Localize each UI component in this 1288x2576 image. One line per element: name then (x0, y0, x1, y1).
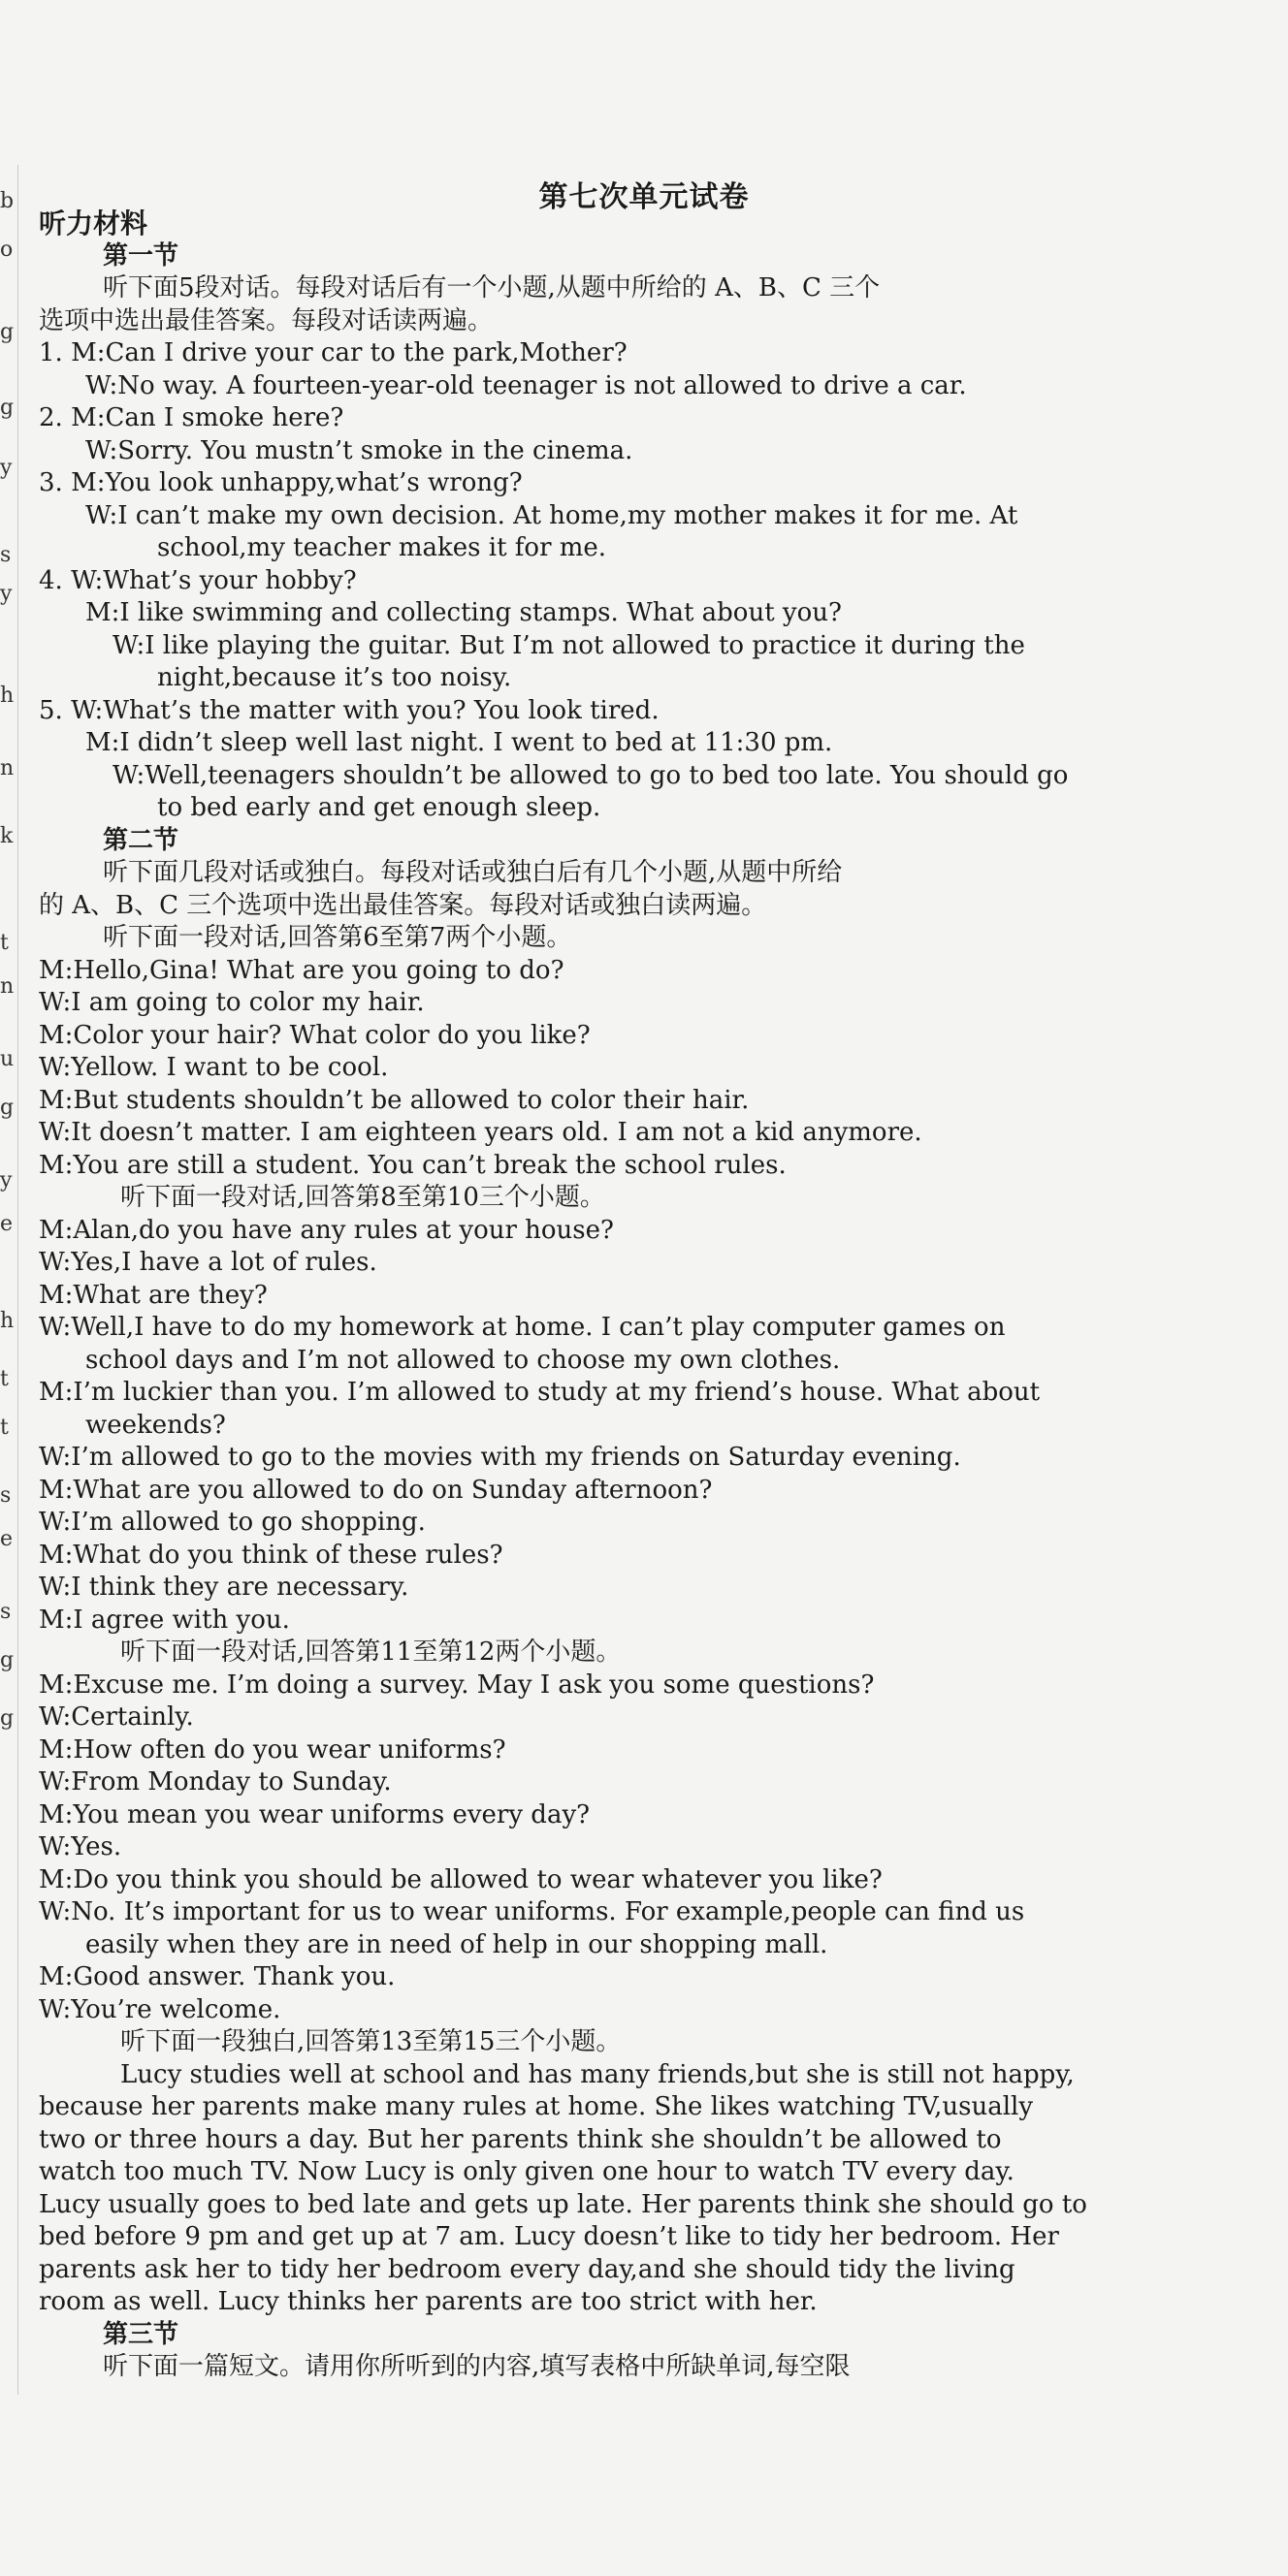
script-line: 听下面一段对话,回答第6至第7两个小题。 (103, 923, 572, 952)
script-line: W:I think they are necessary. (39, 1573, 409, 1602)
script-line: M:Color your hair? What color do you like? (39, 1020, 591, 1050)
script-line: W:I am going to color my hair. (39, 988, 425, 1017)
script-line: M:What do you think of these rules? (39, 1540, 503, 1570)
margin-glyph: s (0, 1483, 12, 1508)
left-binding-margin (0, 165, 18, 2395)
script-line: watch too much TV. Now Lucy is only given one hour to watch TV every day. (39, 2157, 1014, 2186)
script-line: W:I’m allowed to go to the movies with my friends on Saturday evening. (39, 1443, 961, 1472)
margin-glyph: k (0, 824, 14, 848)
script-line: 3. M:You look unhappy,what’s wrong? (39, 468, 523, 497)
margin-glyph: s (0, 543, 12, 567)
script-line: W:I like playing the guitar. But I’m not allowed to practice it during the (113, 630, 1025, 660)
script-line: M:You are still a student. You can’t break the school rules. (39, 1150, 787, 1180)
script-line: 听下面一段独白,回答第13至第15三个小题。 (120, 2027, 622, 2056)
subsection-heading: 第二节 (103, 825, 179, 855)
script-line: 1. M:Can I drive your car to the park,Mother? (39, 338, 628, 367)
script-line: school days and I’m not allowed to choose my own clothes. (85, 1345, 841, 1375)
script-line: W:Certainly. (39, 1702, 194, 1732)
script-line: 听下面几段对话或独白。每段对话或独白后有几个小题,从题中所给 (103, 858, 843, 887)
script-line: Lucy usually goes to bed late and gets up late. Her parents think she should go to (39, 2189, 1087, 2219)
margin-glyph: h (0, 684, 15, 708)
script-line: M:I’m luckier than you. I’m allowed to study at my friend’s house. What about (39, 1378, 1041, 1407)
script-line: M:I like swimming and collecting stamps. What about you? (85, 598, 842, 627)
script-line: 4. W:What’s your hobby? (39, 565, 357, 595)
script-line: W:It doesn’t matter. I am eighteen years old. I am not a kid anymore. (39, 1118, 922, 1147)
margin-glyph: s (0, 1600, 12, 1624)
script-line: W:I can’t make my own decision. At home,my mother makes it for me. At (85, 500, 1018, 530)
subsection-heading: 第三节 (103, 2319, 179, 2349)
script-line: M:Alan,do you have any rules at your house? (39, 1215, 614, 1245)
script-line: M:But students shouldn’t be allowed to color their hair. (39, 1085, 750, 1115)
margin-glyph: y (0, 582, 13, 606)
script-line: weekends? (85, 1410, 226, 1440)
margin-glyph: n (0, 756, 15, 780)
script-line: 5. W:What’s the matter with you? You look tired. (39, 695, 660, 725)
margin-glyph: g (0, 1706, 15, 1731)
subsection-heading: 第一节 (103, 240, 179, 270)
margin-glyph: y (0, 456, 13, 480)
script-line: M:Excuse me. I’m doing a survey. May I ask you some questions? (39, 1670, 875, 1700)
script-line: W:No. It’s important for us to wear uniforms. For example,people can find us (39, 1897, 1025, 1926)
script-line: 的 A、B、C 三个选项中选出最佳答案。每段对话或独白读两遍。 (39, 890, 767, 920)
script-line: W:Yellow. I want to be cool. (39, 1053, 389, 1082)
script-line: M:I agree with you. (39, 1605, 290, 1635)
margin-glyph: e (0, 1527, 14, 1551)
script-line: 选项中选出最佳答案。每段对话读两遍。 (39, 305, 494, 335)
script-line: M:How often do you wear uniforms? (39, 1734, 506, 1765)
margin-glyph: y (0, 1168, 13, 1193)
page-title: 第七次单元试卷 (538, 180, 750, 214)
script-line: M:What are they? (39, 1280, 268, 1310)
script-line: 听下面一段对话,回答第11至第12两个小题。 (120, 1638, 622, 1667)
script-line: 听下面5段对话。每段对话后有一个小题,从题中所给的 A、B、C 三个 (103, 273, 881, 302)
script-line: M:What are you allowed to do on Sunday afternoon? (39, 1475, 713, 1505)
script-line: because her parents make many rules at home. She likes watching TV,usually (39, 2092, 1034, 2121)
margin-glyph: b (0, 189, 15, 213)
margin-glyph: o (0, 238, 14, 262)
script-line: M:You mean you wear uniforms every day? (39, 1799, 591, 1829)
script-line: W:From Monday to Sunday. (39, 1767, 392, 1797)
script-line: W:Well,I have to do my homework at home. I can’t play computer games on (39, 1313, 1006, 1342)
script-line: 听下面一段对话,回答第8至第10三个小题。 (120, 1183, 605, 1212)
script-line: parents ask her to tidy her bedroom every day,and she should tidy the living (39, 2254, 1015, 2284)
script-line: room as well. Lucy thinks her parents are too strict with her. (39, 2287, 818, 2316)
script-line: bed before 9 pm and get up at 7 am. Lucy doesn’t like to tidy her bedroom. Her (39, 2222, 1059, 2251)
section-heading: 听力材料 (39, 207, 148, 239)
script-line: W:Sorry. You mustn’t smoke in the cinema. (85, 435, 633, 465)
script-line: M:Hello,Gina! What are you going to do? (39, 955, 564, 985)
margin-glyph: n (0, 974, 15, 999)
script-line: M:Do you think you should be allowed to wear whatever you like? (39, 1864, 883, 1894)
script-line: W:Yes. (39, 1832, 122, 1861)
margin-glyph: g (0, 1648, 15, 1672)
script-line: two or three hours a day. But her parents think she shouldn’t be allowed to (39, 2124, 1002, 2154)
margin-glyph: e (0, 1212, 14, 1236)
margin-glyph: g (0, 1096, 15, 1120)
margin-glyph: t (0, 931, 9, 955)
listening-script (39, 207, 1096, 2384)
script-line: 2. M:Can I smoke here? (39, 403, 344, 432)
script-line: M:I didn’t sleep well last night. I went to bed at 11:30 pm. (85, 728, 833, 757)
margin-glyph: u (0, 1047, 15, 1071)
script-line: night,because it’s too noisy. (157, 663, 512, 692)
script-line: W:I’m allowed to go shopping. (39, 1508, 426, 1537)
margin-glyph: g (0, 396, 15, 420)
margin-glyph: g (0, 320, 15, 344)
margin-glyph: h (0, 1309, 15, 1333)
script-line: W:Yes,I have a lot of rules. (39, 1248, 377, 1277)
script-line: W:No way. A fourteen-year-old teenager is not allowed to drive a car. (85, 370, 967, 400)
margin-glyph: t (0, 1367, 9, 1391)
script-line: school,my teacher makes it for me. (157, 533, 607, 562)
script-line: W:You’re welcome. (39, 1994, 281, 2024)
script-line: to bed early and get enough sleep. (157, 793, 601, 822)
script-line: easily when they are in need of help in our shopping mall. (85, 1929, 828, 1959)
margin-glyph: t (0, 1415, 9, 1440)
script-line: W:Well,teenagers shouldn’t be allowed to go to bed too late. You should go (113, 760, 1069, 790)
script-line: Lucy studies well at school and has many friends,but she is still not happy, (120, 2059, 1075, 2089)
script-line: 听下面一篇短文。请用你所听到的内容,填写表格中所缺单词,每空限 (103, 2352, 851, 2381)
script-line: M:Good answer. Thank you. (39, 1962, 396, 1991)
